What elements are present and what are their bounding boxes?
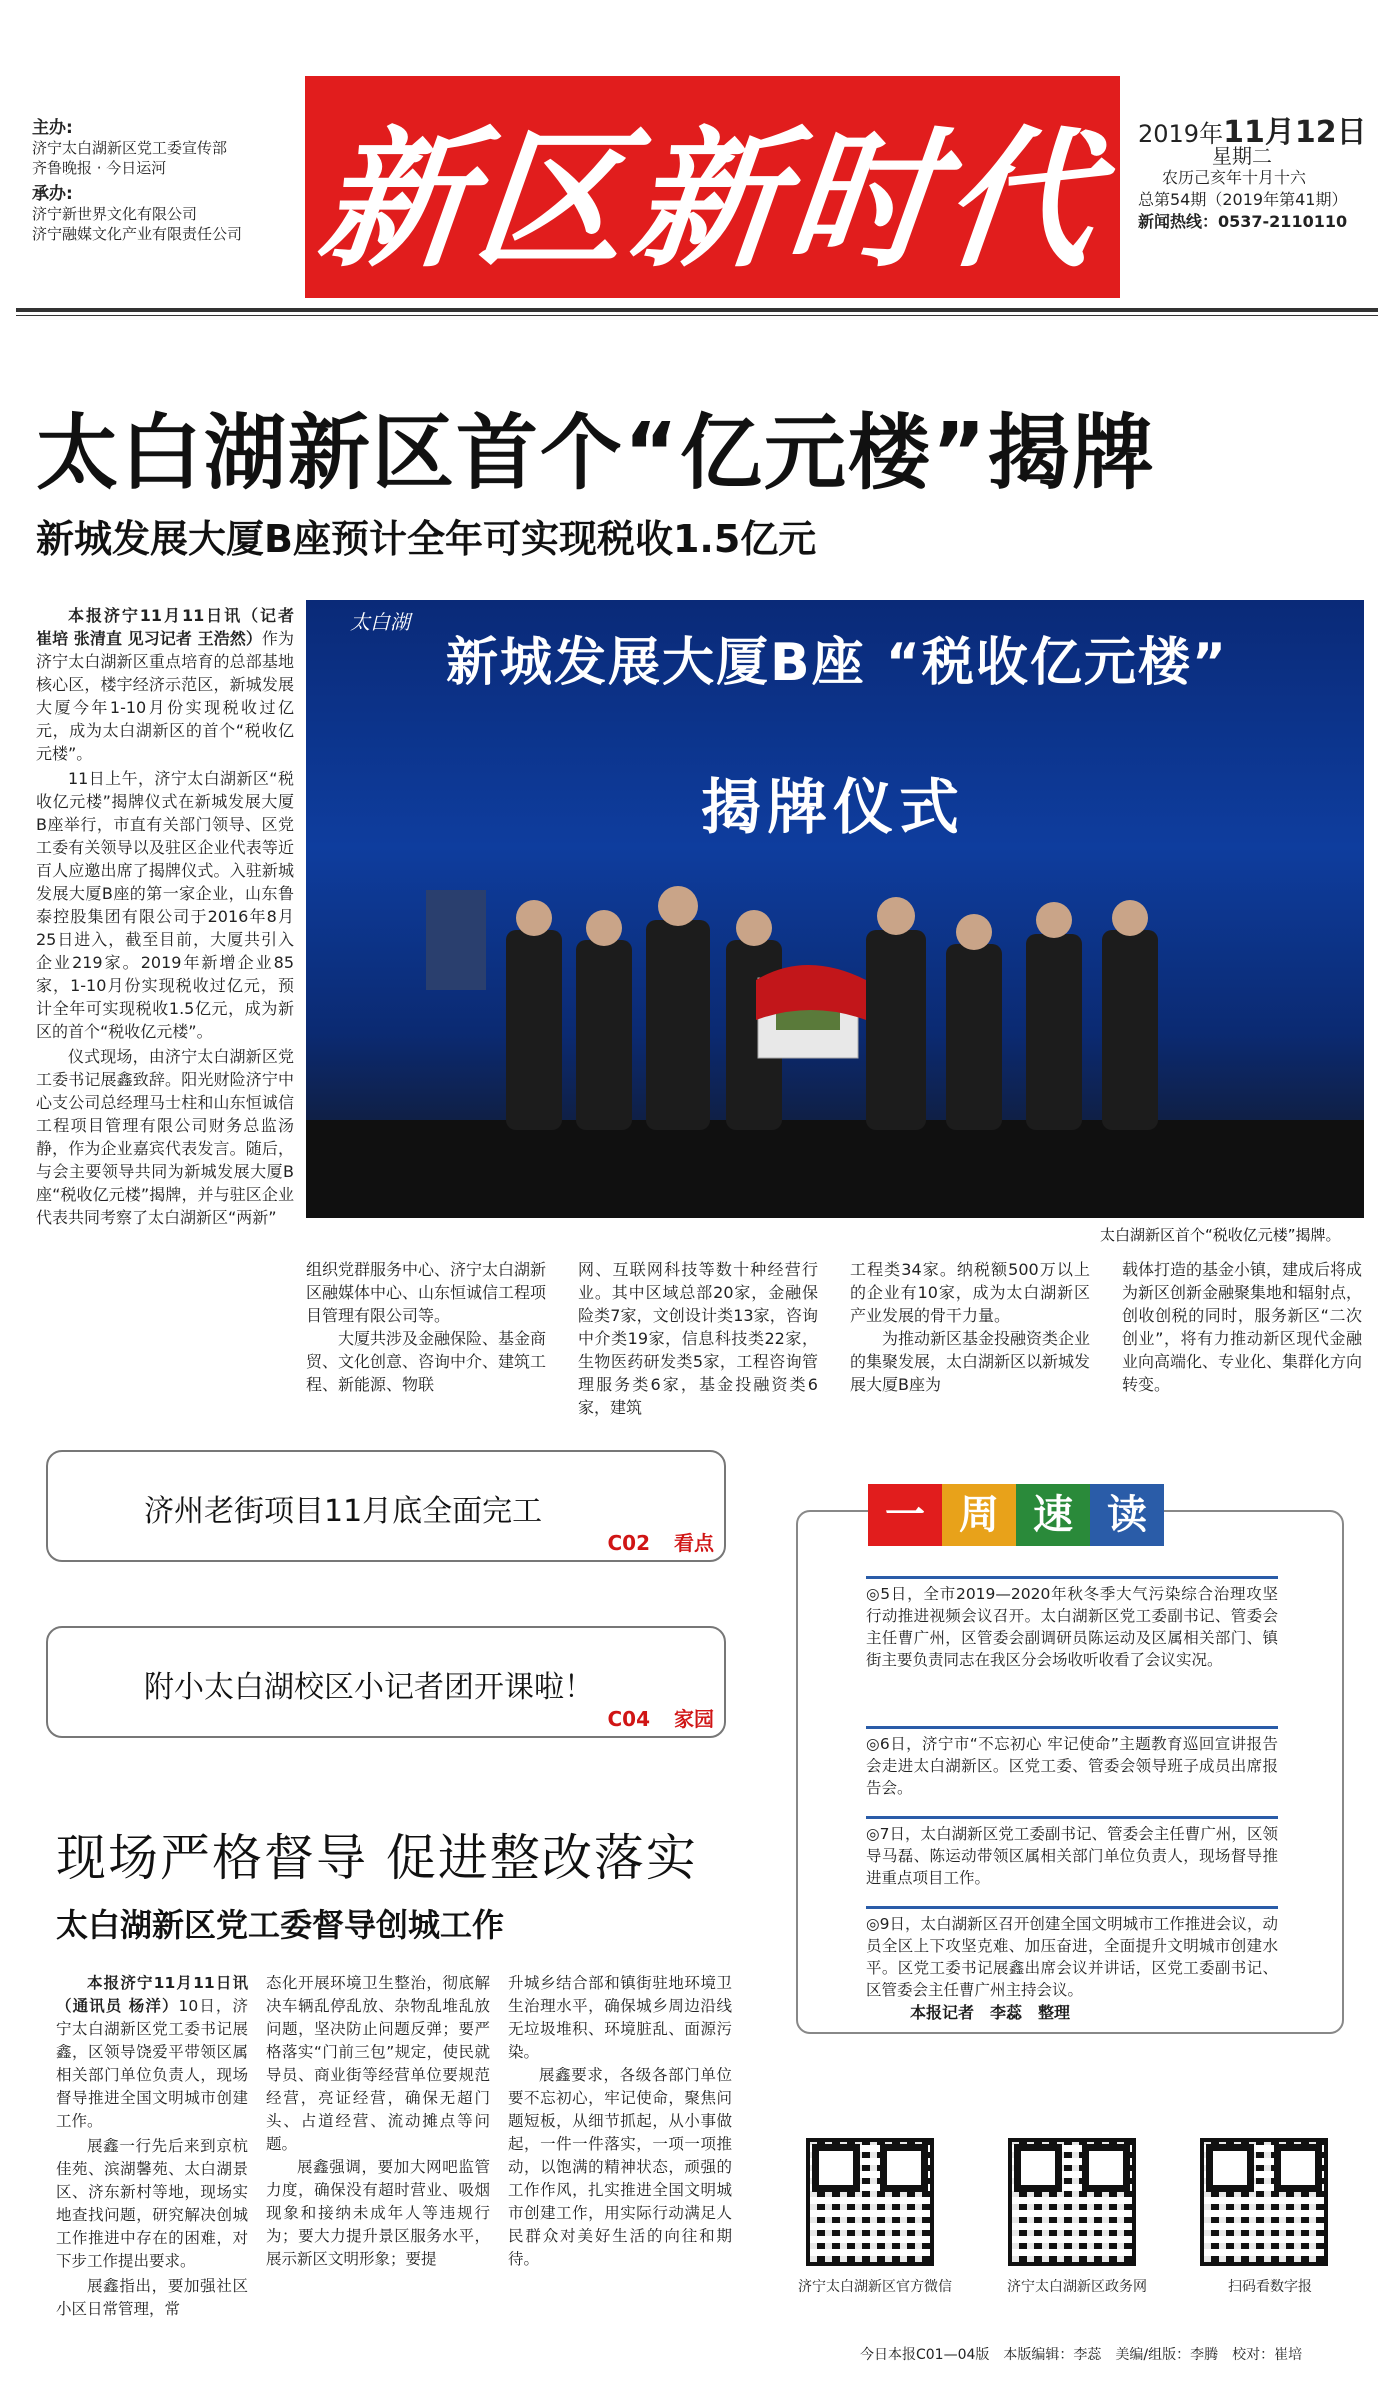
sponsor-line: 济宁太白湖新区党工委宣传部 <box>32 139 228 157</box>
lead-column-2 <box>306 1258 546 1398</box>
weekly-item: ◎9日，太白湖新区召开创建全国文明城市工作推进会议，动员全区上下攻坚克难、加压奋进，全面提升文明城市创建水平。区党工委书记展鑫出席会议并讲话，区党工委副书记、区管委会主任曹广州主持会议。 <box>866 1906 1278 2001</box>
masthead-rule-thin <box>16 315 1378 316</box>
issue-date: 2019年11月12日 <box>1138 115 1367 150</box>
lead-subheadline: 新城发展大厦B座预计全年可实现税收1.5亿元 <box>36 517 817 561</box>
second-headline: 现场严格督导 促进整改落实 <box>56 1829 698 1887</box>
ceremony-crowd-illustration <box>306 600 1364 1218</box>
qr-block[interactable] <box>798 2138 952 2296</box>
heading-char: 速 <box>1016 1484 1090 1546</box>
paragraph: 载体打造的基金小镇，建成后将成为新区创新金融聚集地和辐射点，创收创税的同时，服务新区“二次创业”，将有力推动新区现代金融业向高端化、专业化、集群化方向转变。 <box>1122 1260 1363 1394</box>
masthead-date-block <box>1138 115 1378 233</box>
qr-label: 扫码看数字报 <box>1228 2279 1312 2295</box>
qr-label: 济宁太白湖新区官方微信 <box>798 2279 952 2295</box>
weekly-digest-heading <box>868 1484 1164 1546</box>
paragraph: 10日，济宁太白湖新区党工委书记展鑫，区领导饶爱平带领区属相关部门单位负责人，现场督导推进全国文明城市创建工作。 <box>56 1997 248 2130</box>
teaser-page-tag: C02 看点 <box>607 1531 714 1555</box>
qr-code-icon[interactable] <box>1008 2138 1136 2266</box>
organizer-line: 济宁融媒文化产业有限责任公司 <box>32 225 243 243</box>
second-dateline: 本报济宁11月11日讯（通讯员 杨洋） <box>56 1974 248 2015</box>
photo-banner-title: 新城发展大厦B座 “税收亿元楼” <box>446 633 1229 693</box>
masthead-credits <box>32 118 312 244</box>
heading-char: 周 <box>942 1484 1016 1546</box>
qr-code-icon[interactable] <box>1200 2138 1328 2266</box>
second-column-1 <box>56 1972 248 2323</box>
photo-logo: 太白湖 <box>350 610 410 634</box>
paragraph: 展鑫指出，要加强社区小区日常管理，常 <box>56 2277 248 2318</box>
paragraph: 网、互联网科技等数十种经营行业。其中区域总部20家，金融保险类7家，文创设计类13家，咨询中介类19家，信息科技类22家，生物医药研发类5家，工程咨询管理服务类6家，基金投融资类6家，建筑 <box>578 1260 818 1417</box>
photo-caption: 太白湖新区首个“税收亿元楼”揭牌。 <box>1100 1226 1341 1244</box>
sponsor-label: 主办: <box>32 118 73 138</box>
paragraph: 展鑫一行先后来到京杭佳苑、滨湖馨苑、太白湖景区、济东新村等地，现场实地查找问题，研究解决创城工作推进中存在的困难，对下步工作提出要求。 <box>56 2137 248 2270</box>
heading-char: 一 <box>868 1484 942 1546</box>
page-footer: 今日本报C01—04版 本版编辑：李蕊 美编/组版：李腾 校对：崔培 <box>860 2347 1303 2363</box>
organizer-line: 济宁新世界文化有限公司 <box>32 205 198 223</box>
lead-column-1 <box>36 604 294 1231</box>
qr-block[interactable] <box>1200 2138 1340 2296</box>
weekly-item: ◎7日，太白湖新区党工委副书记、管委会主任曹广州，区领导马磊、陈运动带领区属相关部门单位负责人，现场督导推进重点项目工作。 <box>866 1816 1278 1889</box>
paragraph: 仪式现场，由济宁太白湖新区党工委书记展鑫致辞。阳光财险济宁中心支公司总经理马士柱和山东恒诚信工程项目管理有限公司财务总监汤静，作为企业嘉宾代表发言。随后，与会主要领导共同为新城发展大厦B座“税收亿元楼”揭牌，并与驻区企业代表共同考察了太白湖新区“两新” <box>36 1047 294 1227</box>
paragraph: 展鑫强调，要加大网吧监管力度，确保没有超时营业、吸烟现象和接纳未成年人等违规行为；要大力提升景区服务水平，展示新区文明形象；要提 <box>266 2158 490 2268</box>
qr-label: 济宁太白湖新区政务网 <box>1007 2279 1147 2295</box>
paragraph: 态化开展环境卫生整治，彻底解决车辆乱停乱放、杂物乱堆乱放问题，坚决防止问题反弹；要严格落实“门前三包”规定，使民就导员、商业街等经营单位要规范经营，亮证经营，确保无超门头、占道经营、流动摊点等问题。 <box>266 1974 490 2153</box>
logo-text: 新区新时代 <box>311 112 1111 288</box>
lead-photo <box>306 600 1364 1218</box>
weekly-item: ◎5日，全市2019—2020年秋冬季大气污染综合治理攻坚行动推进视频会议召开。太白湖新区党工委副书记、管委会主任曹广州，区管委会副调研员陈运动及区属相关部门、镇街主要负责同志在我区分会场收听收看了会议实况。 <box>866 1576 1278 1671</box>
second-subheadline: 太白湖新区党工委督导创城工作 <box>56 1906 505 1944</box>
qr-code-icon[interactable] <box>806 2138 934 2266</box>
second-column-2 <box>266 1972 490 2273</box>
paragraph: 工程类34家。纳税额500万以上的企业有10家，成为太白湖新区产业发展的骨干力量。 <box>850 1260 1090 1325</box>
teaser-box[interactable] <box>46 1450 726 1562</box>
weekday: 星期二 <box>1212 144 1272 168</box>
paragraph: 组织党群服务中心、济宁太白湖新区融媒体中心、山东恒诚信工程项目管理有限公司等。 <box>306 1260 547 1325</box>
heading-char: 读 <box>1090 1484 1164 1546</box>
paragraph: 升城乡结合部和镇街驻地环境卫生治理水平，确保城乡周边沿线无垃圾堆积、环境脏乱、面源污染。 <box>508 1974 732 2061</box>
photo-banner-subtitle: 揭牌仪式 <box>701 773 965 843</box>
teaser-title: 济州老街项目11月底全面完工 <box>144 1494 543 1529</box>
paragraph: 为推动新区基金投融资类企业的集聚发展，太白湖新区以新城发展大厦B座为 <box>850 1329 1091 1394</box>
news-hotline: 新闻热线：0537-2110110 <box>1138 212 1348 231</box>
organizer-label: 承办: <box>32 184 73 204</box>
lead-headline: 太白湖新区首个“亿元楼”揭牌 <box>36 406 1156 501</box>
lead-dateline: 本报济宁11月11日讯（记者 崔培 张清直 见习记者 王浩然） <box>36 606 294 648</box>
teaser-box[interactable] <box>46 1626 726 1738</box>
weekly-item: ◎6日，济宁市“不忘初心 牢记使命”主题教育巡回宣讲报告会走进太白湖新区。区党工委、管委会领导班子成员出席报告会。 <box>866 1726 1278 1799</box>
lunar-date: 农历己亥年十月十六 <box>1162 168 1307 187</box>
newspaper-logo <box>305 76 1120 298</box>
paragraph: 作为济宁太白湖新区重点培育的总部基地核心区，楼宇经济示范区，新城发展大厦今年1-10月份实现税收过亿元，成为太白湖新区的首个“税收亿元楼”。 <box>36 629 294 763</box>
issue-number: 总第54期（2019年第41期） <box>1138 190 1348 209</box>
second-column-3 <box>508 1972 732 2273</box>
masthead-rule <box>16 308 1378 312</box>
qr-block[interactable] <box>1008 2138 1148 2296</box>
teaser-page-tag: C04 家园 <box>607 1707 714 1731</box>
lead-column-4 <box>850 1258 1090 1398</box>
teaser-title: 附小太白湖校区小记者团开课啦！ <box>144 1670 594 1705</box>
lead-column-5 <box>1122 1258 1362 1396</box>
weekly-byline: 本报记者 李蕊 整理 <box>910 2003 1071 2022</box>
paragraph: 11日上午，济宁太白湖新区“税收亿元楼”揭牌仪式在新城发展大厦B座举行，市直有关部门领导、区党工委有关领导以及驻区企业代表等近百人应邀出席了揭牌仪式。入驻新城发展大厦B座的第一家企业，山东鲁泰控股集团有限公司于2016年8月25日进入，截至目前，大厦共引入企业219家。2019年新增企业85家，1-10月份实现税收过亿元，预计全年可实现税收1.5亿元，成为新区的首个“税收亿元楼”。 <box>36 769 294 1041</box>
paragraph: 展鑫要求，各级各部门单位要不忘初心，牢记使命，聚焦问题短板，从细节抓起，从小事做起，一件一件落实，一项一项推动，以饱满的精神状态，顽强的工作作风，扎实推进全国文明城市创建工作，用实际行动满足人民群众对美好生活的向往和期待。 <box>508 2066 732 2268</box>
lead-column-3 <box>578 1258 818 1419</box>
paragraph: 大厦共涉及金融保险、基金商贸、文化创意、咨询中介、建筑工程、新能源、物联 <box>306 1329 547 1394</box>
sponsor-line: 齐鲁晚报 · 今日运河 <box>32 159 167 177</box>
